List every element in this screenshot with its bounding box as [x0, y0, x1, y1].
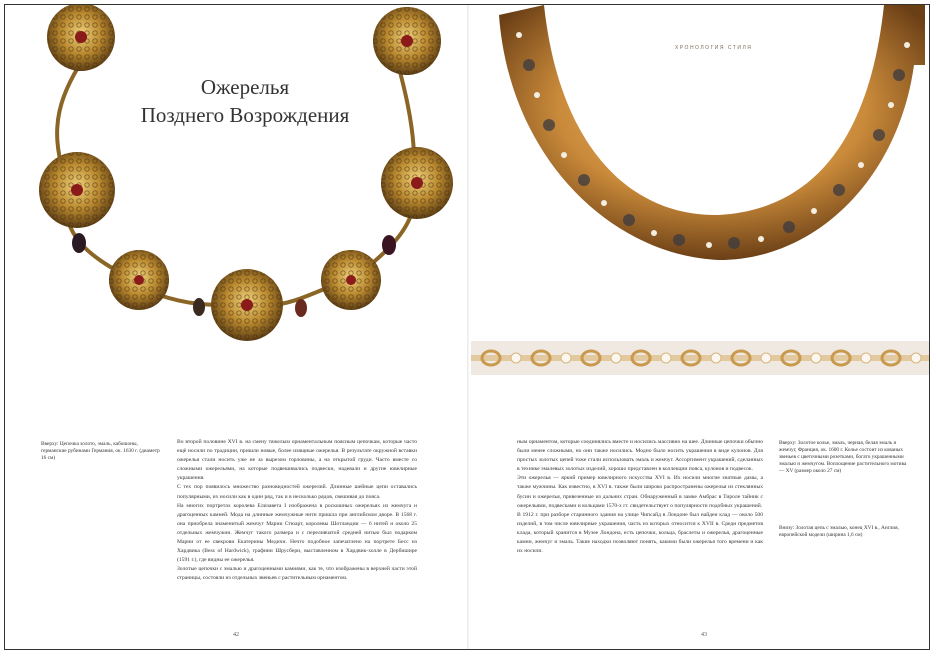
paragraph: Эти ожерелья — яркий пример ювелирного искусства XVI в. Их носили многие знатные дамы, а также мужчины. Как известно, в XVI в. также были широко распространены ожерелья из стеклянных бусин и ожерелья, привезенные из дальних стран. Обнаруженный в замке Амбрас в Тироле тайник с ожерельями, подвесками и кольцами 1570-х гг. свидетельствует о популярности подобных украшений. [517, 475, 763, 509]
page-title [115, 73, 375, 129]
running-head: ХРОНОЛОГИЯ СТИЛЯ [675, 45, 753, 51]
page-number-left: 42 [233, 632, 239, 638]
caption-bottom: Внизу: Золотая цепь с эмалью, конец XVI в., Англия, европейской модели (ширина 1,6 см) [779, 525, 899, 538]
paragraph: ным орнаментом, которые соединялись вместе и носились массивно на шее. Длинные цепочки обычно были менее сложными, но они также носились. Модно было носить украшения в виде кулонов. Для простых золотых цепей тоже стали использовать эмаль и жемчуг. Ассортимент украшений, сделанных в технике эмалевых золотых изделий, хорошо представлен в коллекции пояса, кулонов и подвесок. [517, 439, 763, 473]
left-page [5, 5, 467, 649]
title-line-2: Позднего Возрождения [140, 103, 350, 127]
book-spread [4, 4, 930, 650]
paragraph: С тех пор появилось множество разновидностей ожерелий. Длинные шейные цепи оставались популярными, их носили как в один ряд, так и в несколько рядов, свешивая до пояса. [177, 484, 417, 500]
right-body-text [517, 438, 763, 556]
paragraph: В 1912 г. при разборе старинного здания на улице Чипсайд в Лондоне был найден клад — около 500 изделий, в том числе ювелирные украшения, часть из которых относится к XVII в. Среди предметов клада, который хранится в Музее Лондона, есть цепочки, кольца, браслеты и ожерелья, драгоценные камни, жемчуг и эмаль. Такие находки позволяют понять, какими были ожерелья того времени и как их носили. [517, 511, 763, 555]
renaissance-necklace-photo [19, 5, 459, 365]
left-body-text [177, 438, 417, 584]
caption-top: Вверху: Золотое колье, эмаль, черная, белая эмаль и жемчуг, Франция, ок. 1600 г. Колье состоит из кованых звеньев с цветочными розетками, богато украшенными эмалью и жемчугом. Воплощение растительного мотива — XV (размер около 27 см) [779, 440, 907, 474]
right-page [469, 5, 929, 649]
title-line-1: Ожерелья [200, 75, 290, 99]
paragraph: Золотые цепочки с эмалью и драгоценными камнями, как те, что изображены в верхней части этой страницы, состояли из отдельных звеньев с растительным орнаментом. [177, 566, 417, 582]
page-number-right: 43 [701, 632, 707, 638]
paragraph: На многих портретах королева Елизавета I изображена в роскошных ожерельях из жемчуга и драгоценных камней. Мода на длинные жемчужные нити пришла при английском дворе. В 1568 г. она приобрела знаменитый жемчуг Марии Стюарт, королевы Шотландии — 6 нитей и около 25 отдельных жемчужин. Жемчуг такого размера и с переливчатой средней нитью был подарком Марии от ее свекрови Екатерины Медичи. Нечто подобное запечатлено на портрете Бесс из Хардвика (Bess of Hardwick), графини Шрусбери, выставленном в Хардвик-холле в Дербишире (1591 г.), где видны ее ожерелья. [177, 502, 417, 564]
paragraph: Во второй половине XVI в. на смену тяжелым орнаментальным поясным цепочкам, которые часто ещё носили по традиции, пришли новые, более изящные ожерелья. В результате окружной вставки ожерелья стали носить уже не за вырезом горловины, а на открытой груди. Часто вместе со сложными ожерельями, на которые подвешивались подвески, надевали и другие ювелирные украшения. [177, 439, 417, 482]
image-caption: Вверху: Цепочка золото, эмаль, кабошоны, германские рубинами Германия, ок. 1630 г. (диаметр 16 см) [41, 441, 160, 461]
enamel-chain-photo [471, 341, 929, 375]
